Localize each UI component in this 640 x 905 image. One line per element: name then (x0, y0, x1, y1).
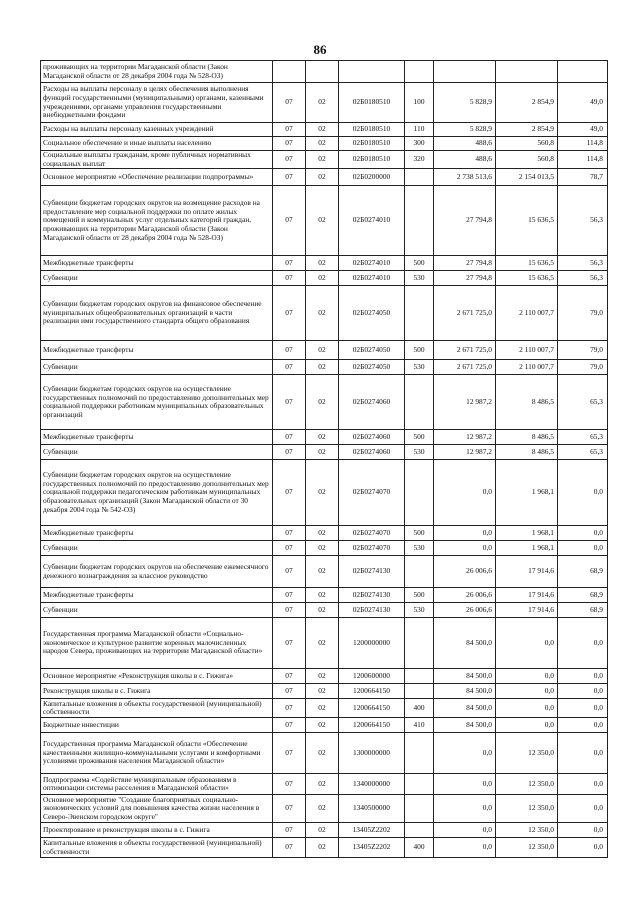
plan-amount-cell: 2 671 725,0 (434, 360, 496, 375)
target-article-cell: 02Б0200000 (339, 169, 405, 186)
target-article-cell: 02Б0274130 (339, 603, 405, 618)
actual-amount-cell: 2 110 007,7 (496, 286, 558, 341)
actual-amount-cell: 12 350,0 (496, 823, 558, 838)
expense-type-cell: 400 (405, 699, 434, 718)
expense-type-cell: 400 (405, 838, 434, 858)
expense-type-cell (405, 733, 434, 774)
percent-cell: 0,0 (558, 460, 608, 526)
plan-amount-cell: 84 500,0 (434, 669, 496, 684)
plan-amount-cell: 0,0 (434, 460, 496, 526)
item-name-cell: Субвенции бюджетам городских округов на финансовое обеспечение муниципальных общеобразовательных организаций в части реализации ими государственного стандарта общего образования (41, 286, 273, 341)
actual-amount-cell: 560,8 (496, 137, 558, 151)
percent-cell: 0,0 (558, 823, 608, 838)
expense-type-cell (405, 618, 434, 669)
section-cell: 07 (273, 603, 306, 618)
table-row (41, 83, 608, 123)
percent-cell: 78,7 (558, 169, 608, 186)
section-cell: 07 (273, 360, 306, 375)
table-row (41, 718, 608, 733)
percent-cell: 79,0 (558, 341, 608, 360)
actual-amount-cell: 8 486,5 (496, 445, 558, 460)
section-cell: 07 (273, 445, 306, 460)
item-name-cell: Бюджетные инвестиции (41, 718, 273, 733)
item-name-cell: Социальное обеспечение и иные выплаты населению (41, 137, 273, 151)
section-cell: 07 (273, 838, 306, 858)
table-row (41, 341, 608, 360)
percent-cell: 65,3 (558, 430, 608, 445)
target-article-cell: 02Б0274050 (339, 341, 405, 360)
table-row (41, 733, 608, 774)
actual-amount-cell: 12 350,0 (496, 795, 558, 823)
item-name-cell: Подпрограмма «Содействие муниципальным образованиям в оптимизации системы расселения в Магаданской области» (41, 774, 273, 795)
target-article-cell: 1200600000 (339, 669, 405, 684)
actual-amount-cell: 2 110 007,7 (496, 341, 558, 360)
plan-amount-cell: 0,0 (434, 526, 496, 541)
percent-cell: 68,9 (558, 603, 608, 618)
section-cell (273, 61, 306, 83)
subsection-cell (306, 61, 339, 83)
target-article-cell: 02Б0180510 (339, 83, 405, 123)
expense-type-cell (405, 669, 434, 684)
expense-type-cell: 530 (405, 603, 434, 618)
subsection-cell: 02 (306, 460, 339, 526)
expense-type-cell: 530 (405, 360, 434, 375)
item-name-cell: Субвенции бюджетам городских округов на осуществление государственных полномочий по предоставлению дополнительных мер социальной поддержки педагогическим работникам муниципальных образовательных организаций (Закон Магаданской области от 30 декабря 2004 года № 542-ОЗ) (41, 460, 273, 526)
section-cell: 07 (273, 699, 306, 718)
table-row (41, 556, 608, 588)
actual-amount-cell: 1 968,1 (496, 526, 558, 541)
percent-cell: 0,0 (558, 733, 608, 774)
item-name-cell: Субвенции (41, 271, 273, 286)
subsection-cell: 02 (306, 286, 339, 341)
section-cell: 07 (273, 341, 306, 360)
subsection-cell: 02 (306, 375, 339, 430)
target-article-cell: 1200664150 (339, 699, 405, 718)
section-cell: 07 (273, 684, 306, 699)
actual-amount-cell: 15 636,5 (496, 186, 558, 256)
plan-amount-cell: 26 006,6 (434, 588, 496, 603)
item-name-cell: Межбюджетные трансферты (41, 256, 273, 271)
percent-cell: 0,0 (558, 699, 608, 718)
percent-cell: 49,0 (558, 123, 608, 137)
plan-amount-cell: 488,6 (434, 137, 496, 151)
expense-type-cell (405, 375, 434, 430)
expense-type-cell (405, 61, 434, 83)
plan-amount-cell: 0,0 (434, 795, 496, 823)
target-article-cell: 02Б0274010 (339, 256, 405, 271)
expense-type-cell (405, 795, 434, 823)
actual-amount-cell: 0,0 (496, 684, 558, 699)
actual-amount-cell: 12 350,0 (496, 774, 558, 795)
plan-amount-cell: 27 794,8 (434, 186, 496, 256)
subsection-cell: 02 (306, 733, 339, 774)
subsection-cell: 02 (306, 151, 339, 169)
table-row (41, 795, 608, 823)
percent-cell: 49,0 (558, 83, 608, 123)
plan-amount-cell: 0,0 (434, 774, 496, 795)
plan-amount-cell: 0,0 (434, 838, 496, 858)
item-name-cell: Проектирование и реконструкция школы в с. Гижига (41, 823, 273, 838)
table-row (41, 445, 608, 460)
table-row (41, 669, 608, 684)
expense-type-cell (405, 774, 434, 795)
section-cell: 07 (273, 588, 306, 603)
plan-amount-cell: 27 794,8 (434, 271, 496, 286)
percent-cell: 65,3 (558, 445, 608, 460)
percent-cell: 79,0 (558, 360, 608, 375)
subsection-cell: 02 (306, 588, 339, 603)
percent-cell: 68,9 (558, 556, 608, 588)
percent-cell: 79,0 (558, 286, 608, 341)
subsection-cell: 02 (306, 526, 339, 541)
actual-amount-cell: 15 636,5 (496, 256, 558, 271)
target-article-cell (339, 61, 405, 83)
subsection-cell: 02 (306, 430, 339, 445)
subsection-cell: 02 (306, 123, 339, 137)
item-name-cell: Основное мероприятие «Обеспечение реализации подпрограммы» (41, 169, 273, 186)
target-article-cell: 02Б0274060 (339, 445, 405, 460)
plan-amount-cell (434, 61, 496, 83)
percent-cell: 0,0 (558, 795, 608, 823)
percent-cell: 56,3 (558, 271, 608, 286)
target-article-cell: 1340500000 (339, 795, 405, 823)
item-name-cell: Социальные выплаты гражданам, кроме публичных нормативных социальных выплат (41, 151, 273, 169)
actual-amount-cell (496, 61, 558, 83)
item-name-cell: проживающих на территории Магаданской области (Закон Магаданской области от 28 декабря 2004 года № 528-ОЗ) (41, 61, 273, 83)
section-cell: 07 (273, 375, 306, 430)
expense-type-cell (405, 684, 434, 699)
table-row (41, 430, 608, 445)
plan-amount-cell: 26 006,6 (434, 556, 496, 588)
target-article-cell: 02Б0274130 (339, 556, 405, 588)
item-name-cell: Субвенции (41, 360, 273, 375)
expense-type-cell: 300 (405, 137, 434, 151)
subsection-cell: 02 (306, 795, 339, 823)
plan-amount-cell: 12 987,2 (434, 445, 496, 460)
item-name-cell: Субвенции бюджетам городских округов на осуществление государственных полномочий по предоставлению дополнительных мер социальной поддержки работникам муниципальных образовательных организаций (41, 375, 273, 430)
plan-amount-cell: 26 006,6 (434, 603, 496, 618)
expense-type-cell: 530 (405, 445, 434, 460)
expense-type-cell (405, 186, 434, 256)
table-row (41, 169, 608, 186)
table-row (41, 838, 608, 858)
subsection-cell: 02 (306, 83, 339, 123)
expense-type-cell: 320 (405, 151, 434, 169)
actual-amount-cell: 1 968,1 (496, 541, 558, 556)
section-cell: 07 (273, 137, 306, 151)
target-article-cell: 02Б0180510 (339, 151, 405, 169)
target-article-cell: 02Б0274070 (339, 460, 405, 526)
actual-amount-cell: 560,8 (496, 151, 558, 169)
subsection-cell: 02 (306, 271, 339, 286)
table-row (41, 256, 608, 271)
table-row (41, 375, 608, 430)
table-row (41, 151, 608, 169)
budget-table (40, 60, 608, 858)
actual-amount-cell: 17 914,6 (496, 603, 558, 618)
section-cell: 07 (273, 669, 306, 684)
item-name-cell: Основное мероприятие «Реконструкция школы в с. Гижига» (41, 669, 273, 684)
table-row (41, 186, 608, 256)
subsection-cell: 02 (306, 618, 339, 669)
section-cell: 07 (273, 795, 306, 823)
table-row (41, 541, 608, 556)
expense-type-cell: 530 (405, 541, 434, 556)
target-article-cell: 13405Z2202 (339, 823, 405, 838)
expense-type-cell (405, 556, 434, 588)
table-row (41, 137, 608, 151)
table-row (41, 618, 608, 669)
plan-amount-cell: 0,0 (434, 541, 496, 556)
subsection-cell: 02 (306, 186, 339, 256)
section-cell: 07 (273, 823, 306, 838)
section-cell: 07 (273, 151, 306, 169)
item-name-cell: Государственная программа Магаданской области «Обеспечение качественными жилищно-коммунальными услугами и комфортными условиями проживания населения Магаданской области» (41, 733, 273, 774)
actual-amount-cell: 1 968,1 (496, 460, 558, 526)
subsection-cell: 02 (306, 360, 339, 375)
expense-type-cell: 500 (405, 588, 434, 603)
item-name-cell: Капитальные вложения в объекты государственной (муниципальной) собственности (41, 699, 273, 718)
target-article-cell: 1200000000 (339, 618, 405, 669)
section-cell: 07 (273, 83, 306, 123)
subsection-cell: 02 (306, 137, 339, 151)
table-row (41, 774, 608, 795)
section-cell: 07 (273, 460, 306, 526)
percent-cell: 0,0 (558, 838, 608, 858)
percent-cell: 0,0 (558, 774, 608, 795)
percent-cell: 68,9 (558, 588, 608, 603)
actual-amount-cell: 2 854,9 (496, 123, 558, 137)
plan-amount-cell: 2 671 725,0 (434, 341, 496, 360)
percent-cell: 56,3 (558, 256, 608, 271)
actual-amount-cell: 2 854,9 (496, 83, 558, 123)
actual-amount-cell: 12 350,0 (496, 838, 558, 858)
target-article-cell: 02Б0180510 (339, 123, 405, 137)
target-article-cell: 02Б0180510 (339, 137, 405, 151)
table-row (41, 286, 608, 341)
item-name-cell: Основное мероприятие "Создание благоприятных социально-экономических условий для повышения качества жизни населения в Северо-Эвенском городском округе" (41, 795, 273, 823)
table-row (41, 360, 608, 375)
actual-amount-cell: 0,0 (496, 718, 558, 733)
section-cell: 07 (273, 526, 306, 541)
percent-cell: 0,0 (558, 526, 608, 541)
percent-cell: 0,0 (558, 669, 608, 684)
target-article-cell: 02Б0274010 (339, 271, 405, 286)
table-row (41, 460, 608, 526)
percent-cell: 56,3 (558, 186, 608, 256)
percent-cell: 0,0 (558, 684, 608, 699)
plan-amount-cell: 84 500,0 (434, 684, 496, 699)
actual-amount-cell: 0,0 (496, 618, 558, 669)
percent-cell: 65,3 (558, 375, 608, 430)
subsection-cell: 02 (306, 718, 339, 733)
percent-cell: 114,8 (558, 137, 608, 151)
expense-type-cell (405, 460, 434, 526)
actual-amount-cell: 17 914,6 (496, 556, 558, 588)
subsection-cell: 02 (306, 541, 339, 556)
section-cell: 07 (273, 286, 306, 341)
subsection-cell: 02 (306, 669, 339, 684)
item-name-cell: Расходы на выплаты персоналу казенных учреждений (41, 123, 273, 137)
subsection-cell: 02 (306, 699, 339, 718)
table-row (41, 123, 608, 137)
subsection-cell: 02 (306, 774, 339, 795)
target-article-cell: 13405Z2202 (339, 838, 405, 858)
section-cell: 07 (273, 733, 306, 774)
item-name-cell: Межбюджетные трансферты (41, 341, 273, 360)
subsection-cell: 02 (306, 445, 339, 460)
expense-type-cell: 530 (405, 271, 434, 286)
target-article-cell: 02Б0274010 (339, 186, 405, 256)
plan-amount-cell: 2 738 513,6 (434, 169, 496, 186)
plan-amount-cell: 2 671 725,0 (434, 286, 496, 341)
actual-amount-cell: 8 486,5 (496, 430, 558, 445)
expense-type-cell: 500 (405, 430, 434, 445)
subsection-cell: 02 (306, 823, 339, 838)
subsection-cell: 02 (306, 603, 339, 618)
item-name-cell: Субвенции (41, 445, 273, 460)
percent-cell: 0,0 (558, 618, 608, 669)
target-article-cell: 02Б0274070 (339, 541, 405, 556)
target-article-cell: 02Б0274070 (339, 526, 405, 541)
plan-amount-cell: 5 828,9 (434, 83, 496, 123)
subsection-cell: 02 (306, 169, 339, 186)
target-article-cell: 02Б0274050 (339, 360, 405, 375)
table-row (41, 823, 608, 838)
subsection-cell: 02 (306, 556, 339, 588)
item-name-cell: Государственная программа Магаданской области «Социально-экономическое и культурное развитие коренных малочисленных народов Севера, проживающих на территории Магаданской области» (41, 618, 273, 669)
item-name-cell: Субвенции (41, 603, 273, 618)
section-cell: 07 (273, 256, 306, 271)
expense-type-cell: 500 (405, 256, 434, 271)
subsection-cell: 02 (306, 684, 339, 699)
table-row (41, 684, 608, 699)
subsection-cell: 02 (306, 838, 339, 858)
actual-amount-cell: 0,0 (496, 669, 558, 684)
item-name-cell: Межбюджетные трансферты (41, 430, 273, 445)
section-cell: 07 (273, 123, 306, 137)
target-article-cell: 02Б0274050 (339, 286, 405, 341)
target-article-cell: 02Б0274060 (339, 430, 405, 445)
item-name-cell: Межбюджетные трансферты (41, 588, 273, 603)
table-row (41, 699, 608, 718)
expense-type-cell (405, 169, 434, 186)
actual-amount-cell: 0,0 (496, 699, 558, 718)
section-cell: 07 (273, 169, 306, 186)
target-article-cell: 1340000000 (339, 774, 405, 795)
plan-amount-cell: 27 794,8 (434, 256, 496, 271)
actual-amount-cell: 2 154 013,5 (496, 169, 558, 186)
item-name-cell: Межбюджетные трансферты (41, 526, 273, 541)
item-name-cell: Реконструкция школы в с. Гижига (41, 684, 273, 699)
plan-amount-cell: 12 987,2 (434, 375, 496, 430)
section-cell: 07 (273, 618, 306, 669)
plan-amount-cell: 5 828,9 (434, 123, 496, 137)
plan-amount-cell: 12 987,2 (434, 430, 496, 445)
percent-cell: 0,0 (558, 718, 608, 733)
percent-cell (558, 61, 608, 83)
target-article-cell: 02Б0274130 (339, 588, 405, 603)
target-article-cell: 02Б0274060 (339, 375, 405, 430)
plan-amount-cell: 84 500,0 (434, 699, 496, 718)
plan-amount-cell: 0,0 (434, 823, 496, 838)
plan-amount-cell: 84 500,0 (434, 618, 496, 669)
expense-type-cell: 500 (405, 341, 434, 360)
subsection-cell: 02 (306, 256, 339, 271)
expense-type-cell: 110 (405, 123, 434, 137)
table-row (41, 603, 608, 618)
table-body (41, 61, 608, 858)
item-name-cell: Расходы на выплаты персоналу в целях обеспечения выполнения функций государственными (муниципальными) органами, казенными учреждениями, органами управления государственными внебюджетными фондами (41, 83, 273, 123)
target-article-cell: 1200664150 (339, 718, 405, 733)
subsection-cell: 02 (306, 341, 339, 360)
item-name-cell: Капитальные вложения в объекты государственной (муниципальной) собственности (41, 838, 273, 858)
table-row (41, 526, 608, 541)
item-name-cell: Субвенции (41, 541, 273, 556)
percent-cell: 0,0 (558, 541, 608, 556)
expense-type-cell: 410 (405, 718, 434, 733)
plan-amount-cell: 0,0 (434, 733, 496, 774)
target-article-cell: 1200664150 (339, 684, 405, 699)
target-article-cell: 1300000000 (339, 733, 405, 774)
expense-type-cell: 100 (405, 83, 434, 123)
section-cell: 07 (273, 430, 306, 445)
page-number: 86 (313, 42, 327, 57)
actual-amount-cell: 2 110 007,7 (496, 360, 558, 375)
actual-amount-cell: 8 486,5 (496, 375, 558, 430)
item-name-cell: Субвенции бюджетам городских округов на обеспечение ежемесячного денежного вознаграждения за классное руководство (41, 556, 273, 588)
actual-amount-cell: 17 914,6 (496, 588, 558, 603)
plan-amount-cell: 84 500,0 (434, 718, 496, 733)
section-cell: 07 (273, 186, 306, 256)
expense-type-cell (405, 286, 434, 341)
expense-type-cell (405, 823, 434, 838)
table-row (41, 588, 608, 603)
actual-amount-cell: 15 636,5 (496, 271, 558, 286)
section-cell: 07 (273, 271, 306, 286)
table-row (41, 61, 608, 83)
expense-type-cell: 500 (405, 526, 434, 541)
percent-cell: 114,8 (558, 151, 608, 169)
section-cell: 07 (273, 541, 306, 556)
table-row (41, 271, 608, 286)
actual-amount-cell: 12 350,0 (496, 733, 558, 774)
section-cell: 07 (273, 774, 306, 795)
plan-amount-cell: 488,6 (434, 151, 496, 169)
section-cell: 07 (273, 718, 306, 733)
section-cell: 07 (273, 556, 306, 588)
item-name-cell: Субвенции бюджетам городских округов на возмещение расходов на предоставление мер социальной поддержки по оплате жилых помещений и коммунальных услуг отдельных категорий граждан, проживающих на территории Магаданской области (Закон Магаданской области от 28 декабря 2004 года № 528-ОЗ) (41, 186, 273, 256)
